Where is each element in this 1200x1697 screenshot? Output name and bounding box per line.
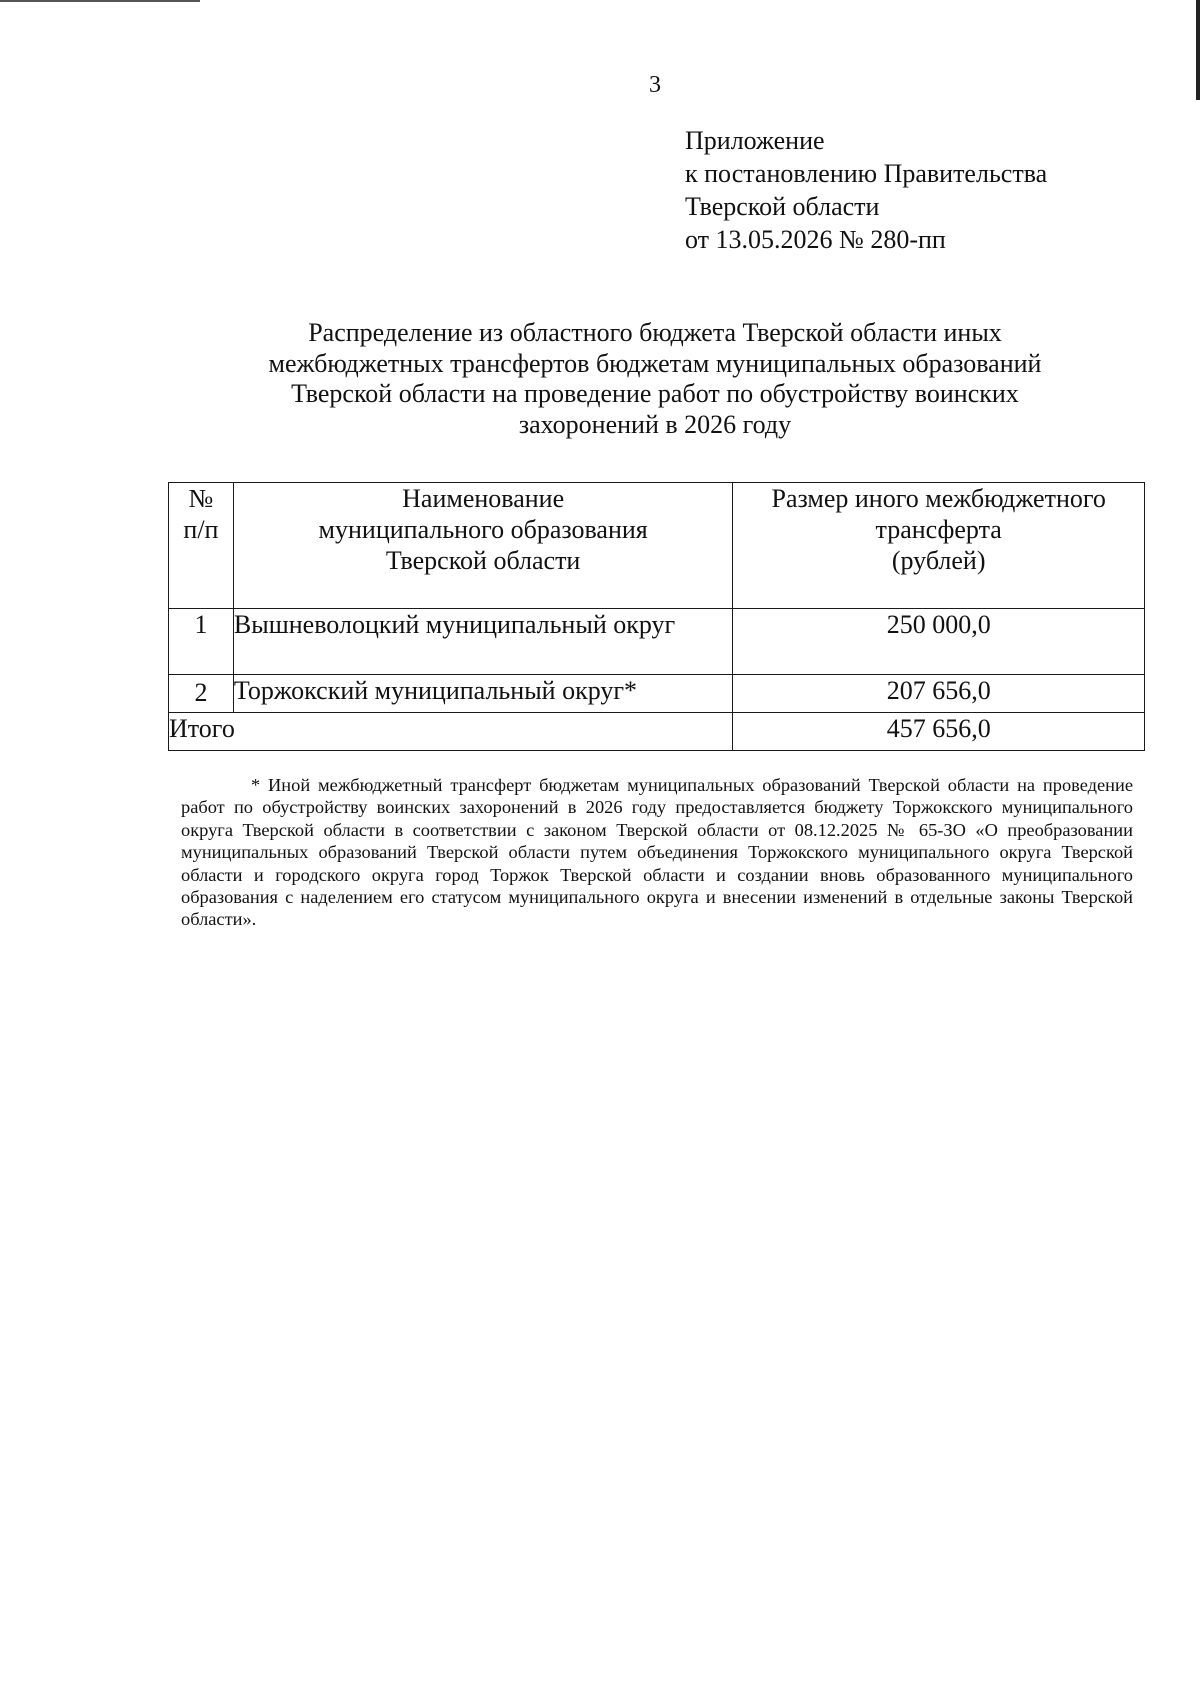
appendix-line: к постановлению Правительства bbox=[685, 159, 1048, 188]
page-number: 3 bbox=[649, 72, 661, 98]
transfer-amount: 207 656,0 bbox=[733, 675, 1145, 713]
header-name-line: Тверской области bbox=[385, 546, 581, 575]
title-line: межбюджетных трансфертов бюджетам муниципальных образований bbox=[268, 348, 1042, 378]
appendix-line: Тверской области bbox=[685, 192, 880, 221]
table-header-row bbox=[169, 483, 1145, 609]
header-num-line: п/п bbox=[183, 515, 219, 544]
header-amount-line: Размер иного межбюджетного bbox=[771, 484, 1106, 513]
header-name-line: Наименование bbox=[402, 484, 565, 513]
header-amount-line: (рублей) bbox=[891, 546, 986, 575]
transfer-amount: 250 000,0 bbox=[733, 609, 1145, 675]
row-number: 2 bbox=[169, 675, 234, 713]
transfers-table bbox=[168, 482, 1145, 751]
municipality-name: Торжокский муниципальный округ* bbox=[233, 675, 732, 713]
total-amount: 457 656,0 bbox=[733, 713, 1145, 751]
header-amount bbox=[733, 483, 1145, 609]
municipality-name: Вышневолоцкий муниципальный округ bbox=[233, 609, 732, 675]
title-line: захоронений в 2026 году bbox=[518, 409, 792, 439]
appendix-header bbox=[685, 124, 1047, 256]
header-num-line: № bbox=[188, 484, 214, 513]
appendix-date-number: от 13.05.2026 № 280-пп bbox=[685, 225, 946, 254]
title-line: Тверской области на проведение работ по обустройству воинских bbox=[291, 379, 1019, 408]
title-line: Распределение из областного бюджета Тверской области иных bbox=[308, 318, 1002, 347]
row-number: 1 bbox=[169, 609, 234, 675]
table-row bbox=[169, 675, 1145, 713]
table-total-row bbox=[169, 713, 1145, 751]
appendix-line: Приложение bbox=[685, 126, 825, 155]
document-title bbox=[210, 318, 1100, 440]
table-row bbox=[169, 609, 1145, 675]
header-num bbox=[169, 483, 234, 609]
header-name-line: муниципального образования bbox=[318, 515, 648, 544]
total-label: Итого bbox=[169, 713, 733, 751]
header-name bbox=[233, 483, 732, 609]
footnote: * Иной межбюджетный трансферт бюджетам муниципальных образований Тверской области на проведение работ по обустройству воинских захоронений в 2026 году предоставляется бюджету Торжокского муниципального округа Тверской области в соответствии с законом Тверской области от 08.12.2025 № 65-ЗО «О преобразовании муниципальных образований Тверской области путем объединения Торжокского муниципального округа Тверской области и городского округа город Торжок Тверской области и создании вновь образованного муниципального образования с наделением его статусом муниципального округа и внесении изменений в отдельные законы Тверской области». bbox=[181, 775, 1133, 930]
header-amount-line: трансферта bbox=[875, 515, 1002, 544]
scan-edge-top bbox=[0, 0, 200, 2]
